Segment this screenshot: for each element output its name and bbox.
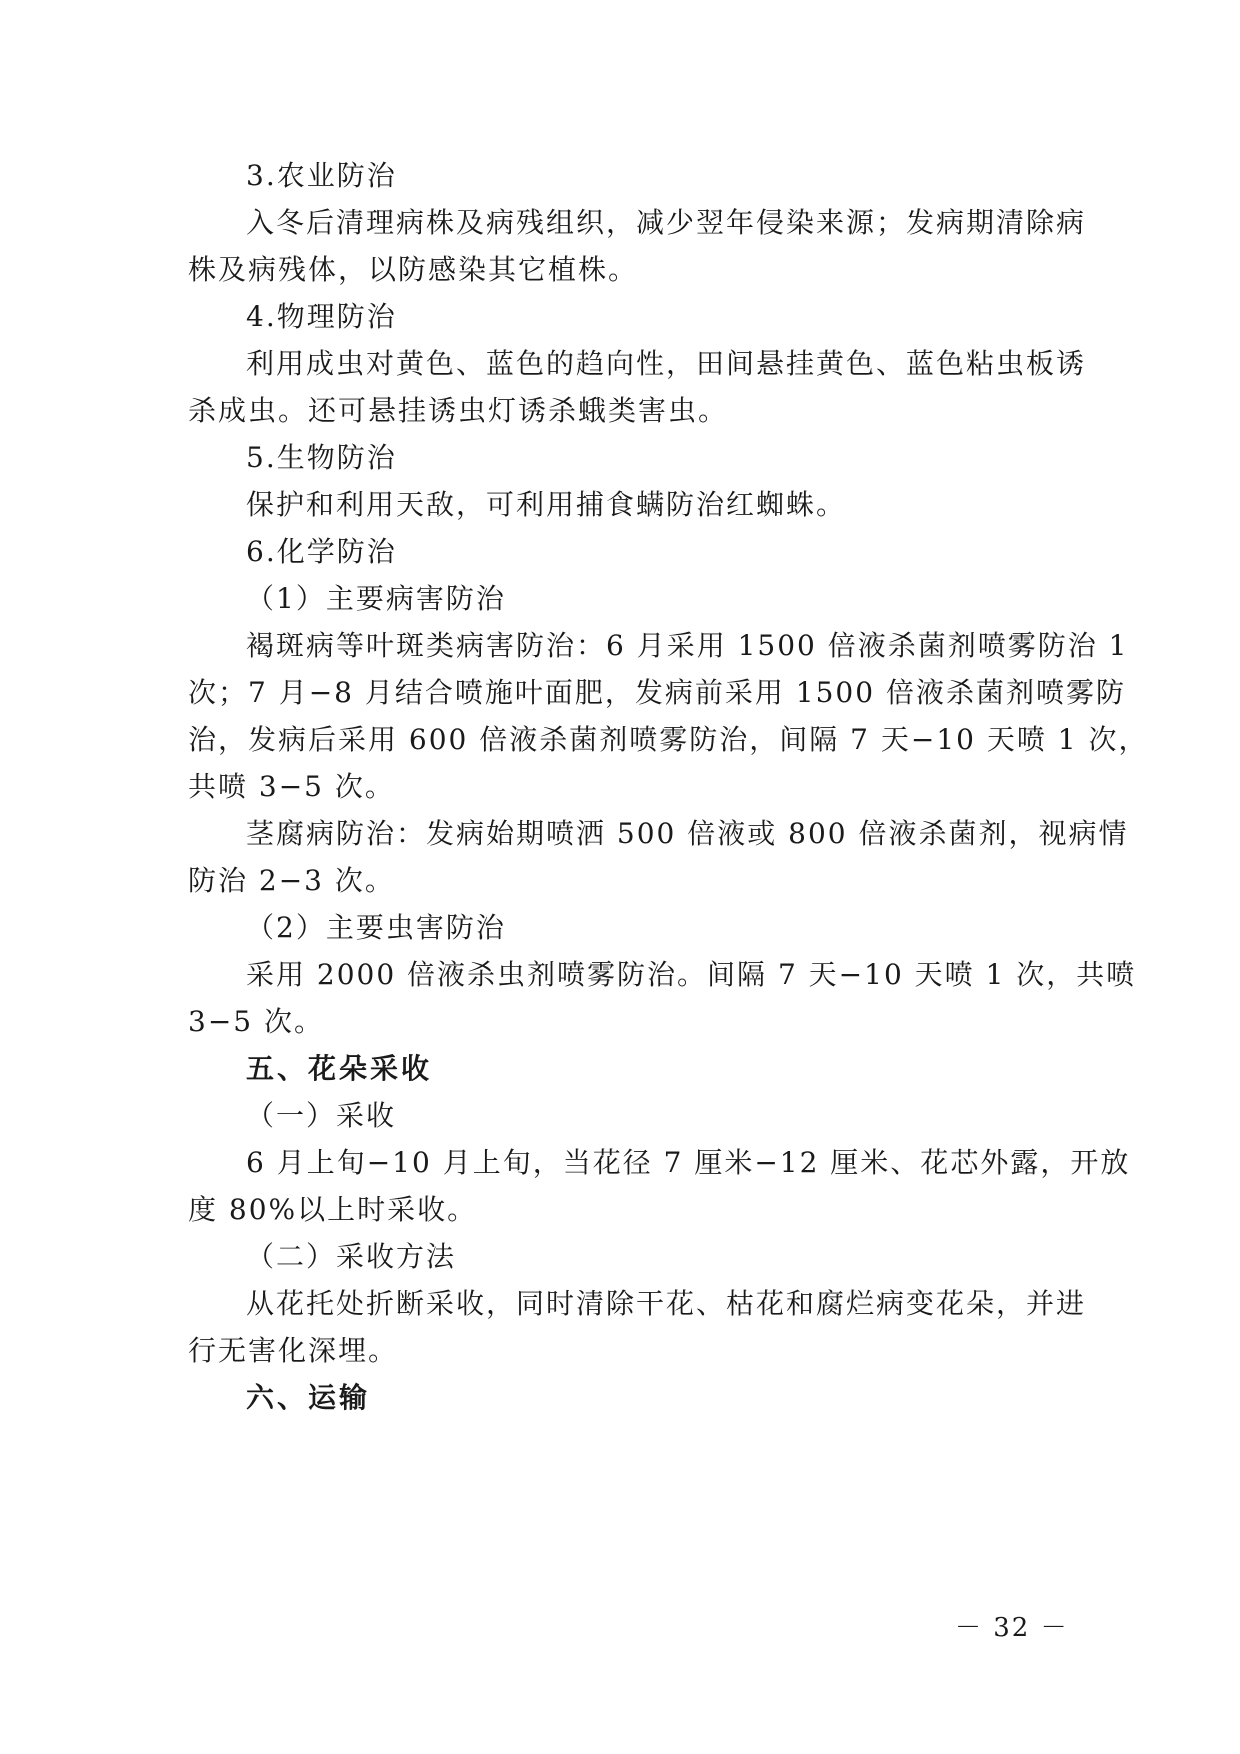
page-number: － 32 － xyxy=(955,1613,1069,1643)
paragraph-line: 褐斑病等叶斑类病害防治：6 月采用 1500 倍液杀菌剂喷雾防治 1 xyxy=(246,629,1129,662)
paragraph-line: 采用 2000 倍液杀虫剂喷雾防治。间隔 7 天−10 天喷 1 次，共喷 xyxy=(246,958,1137,991)
paragraph-line: 保护和利用天敌，可利用捕食螨防治红蜘蛛。 xyxy=(246,488,847,521)
paragraph-line: 6 月上旬−10 月上旬，当花径 7 厘米−12 厘米、花芯外露，开放 xyxy=(246,1146,1131,1179)
subsection-heading: 5.生物防治 xyxy=(246,441,397,474)
sub-item-heading: （1）主要病害防治 xyxy=(246,582,506,615)
paragraph-line: 杀成虫。还可悬挂诱虫灯诱杀蛾类害虫。 xyxy=(188,394,729,427)
paragraph-line: 从花托处折断采收，同时清除干花、枯花和腐烂病变花朵，并进 xyxy=(246,1287,1087,1320)
paragraph-line: 茎腐病防治：发病始期喷洒 500 倍液或 800 倍液杀菌剂，视病情 xyxy=(246,817,1129,850)
subsection-heading: 6.化学防治 xyxy=(246,535,397,568)
paragraph-line: 次；7 月−8 月结合喷施叶面肥，发病前采用 1500 倍液杀菌剂喷雾防 xyxy=(188,676,1126,709)
paragraph-line: 利用成虫对黄色、蓝色的趋向性，田间悬挂黄色、蓝色粘虫板诱 xyxy=(246,347,1087,380)
paragraph-line: 治，发病后采用 600 倍液杀菌剂喷雾防治，间隔 7 天−10 天喷 1 次， xyxy=(188,723,1149,756)
paragraph-line: 共喷 3−5 次。 xyxy=(188,770,395,803)
sub-item-heading: （一）采收 xyxy=(246,1099,397,1132)
sub-item-heading: （2）主要虫害防治 xyxy=(246,911,506,944)
sub-item-heading: （二）采收方法 xyxy=(246,1240,457,1273)
subsection-heading: 3.农业防治 xyxy=(246,159,397,192)
paragraph-line: 防治 2−3 次。 xyxy=(188,864,395,897)
paragraph-line: 度 80%以上时采收。 xyxy=(188,1193,478,1226)
section-heading: 六、运输 xyxy=(246,1381,371,1414)
section-heading: 五、花朵采收 xyxy=(246,1052,433,1085)
subsection-heading: 4.物理防治 xyxy=(246,300,397,333)
paragraph-line: 入冬后清理病株及病残组织，减少翌年侵染来源；发病期清除病 xyxy=(246,206,1087,239)
paragraph-line: 行无害化深埋。 xyxy=(188,1334,399,1367)
paragraph-line: 3−5 次。 xyxy=(188,1005,324,1038)
paragraph-line: 株及病残体，以防感染其它植株。 xyxy=(188,253,639,286)
